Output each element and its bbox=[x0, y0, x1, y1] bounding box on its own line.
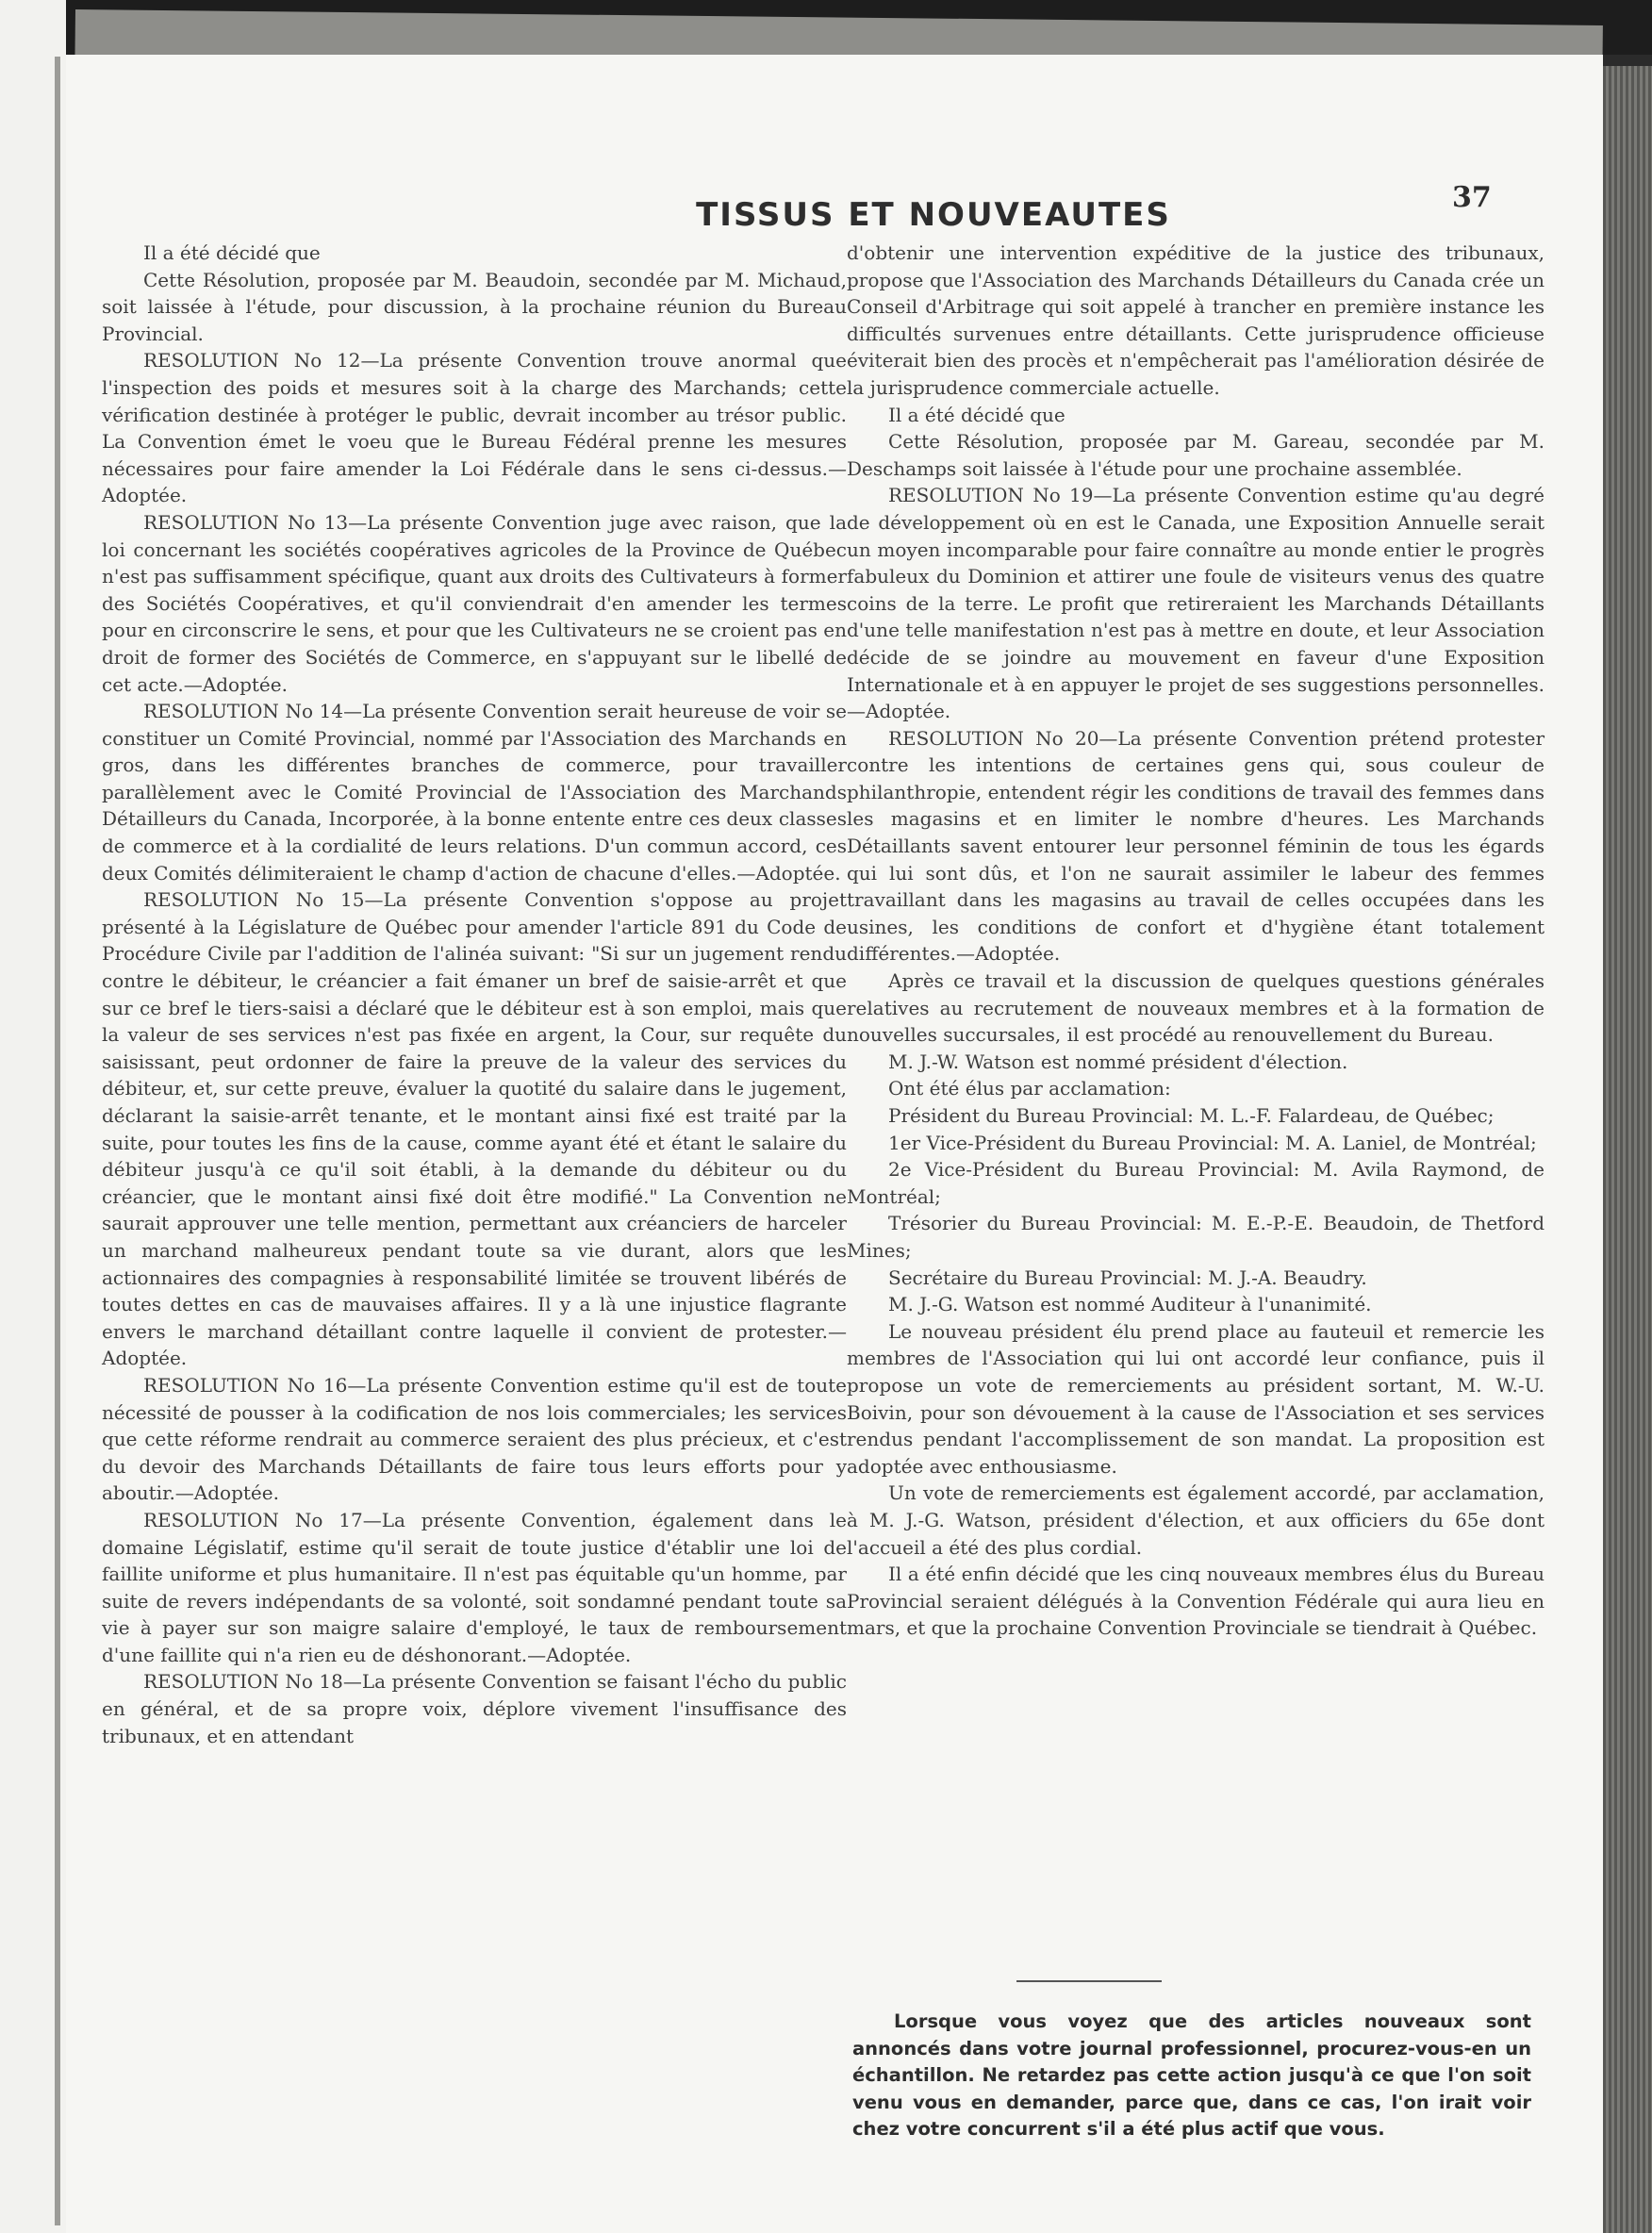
election-line: Ont été élus par acclamation: bbox=[888, 1077, 1171, 1100]
paragraph: d'obtenir une intervention expéditive de la justice des tribunaux, propose que l'Association des Marchands Détailleurs du Canada crée un Conseil d'Arbitrage qui soit appelé à trancher en première instance les difficultés survenues entre détaillants. Cette jurisprudence officieuse éviterait bien des procès et n'empêcherait pas l'amélioration désirée de la jurisprudence commerciale actuelle. bbox=[847, 241, 1545, 399]
election-line: Secrétaire du Bureau Provincial: M. J.-A. Beaudry. bbox=[888, 1265, 1367, 1289]
resolution-14: RESOLUTION No 14—La présente Convention serait heureuse de voir se constituer un Comité Provincial, nommé par l'Association des Marchands en gros, dans les différentes branches de commerce, pour travailler parallèlement avec le Comité Provincial de l'Association des Marchands Détailleurs du Canada, Incorporée, à la bonne entente entre ces deux classes de commerce et à la cordialité de leurs relations. D'un commun accord, ces deux Comités délimiteraient le champ d'action de chacune d'elles.—Adoptée. bbox=[102, 700, 847, 885]
resolution-17: RESOLUTION No 17—La présente Convention, également dans le domaine Législatif, estime qu'il serait de toute justice d'établir une loi de faillite uniforme et plus humanitaire. Il n'est pas équitable qu'un homme, par suite de revers indépendants de sa volonté, soit sondamné pendant toute sa vie à payer sur son maigre salaire d'employé, le taux de remboursement d'une faillite qui n'a rien eu de déshonorant.—Adoptée. bbox=[102, 1508, 847, 1666]
page-number: 37 bbox=[1452, 181, 1492, 214]
section-divider bbox=[1016, 1980, 1162, 1982]
resolution-13: RESOLUTION No 13—La présente Convention juge avec raison, que la loi concernant les sociétés coopératives agricoles de la Province de Québec n'est pas suffisamment spécifique, quant aux droits des Cultivateurs à former des Sociétés Coopératives, et qu'il conviendrait d'en amender les termes pour en circonscrire le sens, et pour que les Cultivateurs ne se croient pas en droit de former des Sociétés de Commerce, en s'appuyant sur le libellé de cet acte.—Adoptée. bbox=[102, 510, 847, 696]
resolution-18: RESOLUTION No 18—La présente Convention se faisant l'écho du public en général, et de sa propre voix, déplore vivement l'insuffisance des tribunaux, et en attendant bbox=[102, 1670, 847, 1747]
left-column bbox=[102, 240, 847, 1749]
election-line: 2e Vice-Président du Bureau Provincial: M. Avila Raymond, de Montréal; bbox=[847, 1158, 1545, 1208]
paragraph: Le nouveau président élu prend place au fauteuil et remercie les membres de l'Association qui lui ont accordé leur confiance, puis il propose un vote de remerciements au président sortant, M. W.-U. Boivin, pour son dévouement à la cause de l'Association et ses services rendus pendant l'accomplissement de son mandat. La proposition est adoptée avec enthousiasme. bbox=[847, 1319, 1545, 1478]
paragraph: Cette Résolution, proposée par M. Beaudoin, secondée par M. Michaud, soit laissée à l'étude, pour discussion, à la prochaine réunion du Bureau Provincial. bbox=[102, 268, 847, 345]
election-line: M. J.-W. Watson est nommé président d'élection. bbox=[888, 1050, 1348, 1073]
paragraph: Il a été enfin décidé que les cinq nouveaux membres élus du Bureau Provincial seraient délégués à la Convention Fédérale qui aura lieu en mars, et que la prochaine Convention Provinciale se tiendrait à Québec. bbox=[847, 1563, 1545, 1640]
running-header: TISSUS ET NOUVEAUTES bbox=[696, 196, 1171, 234]
resolution-19: RESOLUTION No 19—La présente Convention estime qu'au degré de développement où en est le Canada, une Exposition Annuelle serait un moyen incomparable pour faire connaître au monde entier le progrès fabuleux du Dominion et attirer une foule de visiteurs venus des quatre coins de la terre. Le profit que retireraient les Marchands Détaillants d'une telle manifestation n'est pas à mettre en doute, et leur Association décide de se joindre au mouvement en faveur d'une Exposition Internationale et à en appuyer le projet de ses suggestions personnelles.—Adoptée. bbox=[847, 484, 1545, 723]
binding-edge bbox=[55, 57, 60, 2225]
election-line: Trésorier du Bureau Provincial: M. E.-P.-E. Beaudoin, de Thetford Mines; bbox=[847, 1212, 1545, 1262]
resolution-12: RESOLUTION No 12—La présente Convention trouve anormal que l'inspection des poids et mesures soit à la charge des Marchands; cette vérification destinée à protéger le public, devrait incomber au trésor public. La Convention émet le voeu que le Bureau Fédéral prenne les mesures nécessaires pour faire amender la Loi Fédérale dans le sens ci-dessus.—Adoptée. bbox=[102, 349, 847, 507]
election-line: M. J.-G. Watson est nommé Auditeur à l'unanimité. bbox=[888, 1293, 1372, 1316]
election-line: 1er Vice-Président du Bureau Provincial: M. A. Laniel, de Montréal; bbox=[888, 1131, 1537, 1154]
resolution-15: RESOLUTION No 15—La présente Convention s'oppose au projet présenté à la Législature de Québec pour amender l'article 891 du Code de Procédure Civile par l'addition de l'alinéa suivant: "Si sur un jugement rendu contre le débiteur, le créancier a fait émaner un bref de saisie-arrêt et que sur ce bref le tiers-saisi a déclaré que le débiteur est à son emploi, mais que la valeur de ses services n'est pas fixée en argent, la Cour, sur requête du saisissant, peut ordonner de faire la preuve de la valeur des services du débiteur, et, sur cette preuve, évaluer la quotité du salaire dans le jugement, déclarant la saisie-arrêt tenante, et le montant ainsi fixé est traité par la suite, pour toutes les fins de la cause, comme ayant été et étant le salaire du débiteur jusqu'à ce qu'il soit établi, à la demande du débiteur ou du créancier, que le montant ainsi fixé doit être modifié." La Convention ne saurait approuver une telle mention, permettant aux créanciers de harceler un marchand malheureux pendant toute sa vie durant, alors que les actionnaires des compagnies à responsabilité limitée se trouvent libérés de toutes dettes en cas de mauvaises affaires. Il y a là une injustice flagrante envers le marchand détaillant contre laquelle il convient de protester.—Adoptée. bbox=[102, 888, 847, 1370]
election-line: Président du Bureau Provincial: M. L.-F. Falardeau, de Québec; bbox=[888, 1104, 1495, 1127]
paragraph: Un vote de remerciements est également accordé, par acclamation, à M. J.-G. Watson, président d'élection, et aux officiers du 65e dont l'accueil a été des plus cordial. bbox=[847, 1481, 1545, 1559]
paragraph: Il a été décidé que bbox=[888, 403, 1066, 426]
resolution-16: RESOLUTION No 16—La présente Convention estime qu'il est de toute nécessité de pousser à la codification de nos lois commerciales; les services que cette réforme rendrait au commerce seraient des plus précieux, et c'est du devoir des Marchands Détaillants de faire tous leurs efforts pour y aboutir.—Adoptée. bbox=[102, 1373, 847, 1505]
notice-box: Lorsque vous voyez que des articles nouveaux sont annoncés dans votre journal professionnel, procurez-vous-en un échantillon. Ne retardez pas cette action jusqu'à ce que l'on soit venu vous en demander, parce que, dans ce cas, l'on irait voir chez votre concurrent s'il a été plus actif que vous. bbox=[852, 2010, 1531, 2140]
paragraph: Il a été décidé que bbox=[143, 241, 321, 264]
paragraph: Cette Résolution, proposée par M. Gareau, secondée par M. Deschamps soit laissée à l'étude pour une prochaine assemblée. bbox=[847, 430, 1545, 480]
resolution-20: RESOLUTION No 20—La présente Convention prétend protester contre les intentions de certaines gens qui, sous couleur de philanthropie, entendent régir les conditions de travail des femmes dans les magasins et en limiter le nombre d'heures. Les Marchands Détaillants savent entourer leur personnel féminin de tous les égards qui lui sont dûs, et l'on ne saurait assimiler le labeur des femmes travaillant dans les magasins au travail de celles occupées dans les usines, les conditions de confort et d'hygiène étant totalement différentes.—Adoptée. bbox=[847, 726, 1545, 966]
right-column bbox=[847, 240, 1545, 1642]
page-stack-edge bbox=[1603, 66, 1652, 2233]
paragraph: Après ce travail et la discussion de quelques questions générales relatives au recrutement de nouveaux membres et à la formation de nouvelles succursales, il est procédé au renouvellement du Bureau. bbox=[847, 969, 1545, 1047]
